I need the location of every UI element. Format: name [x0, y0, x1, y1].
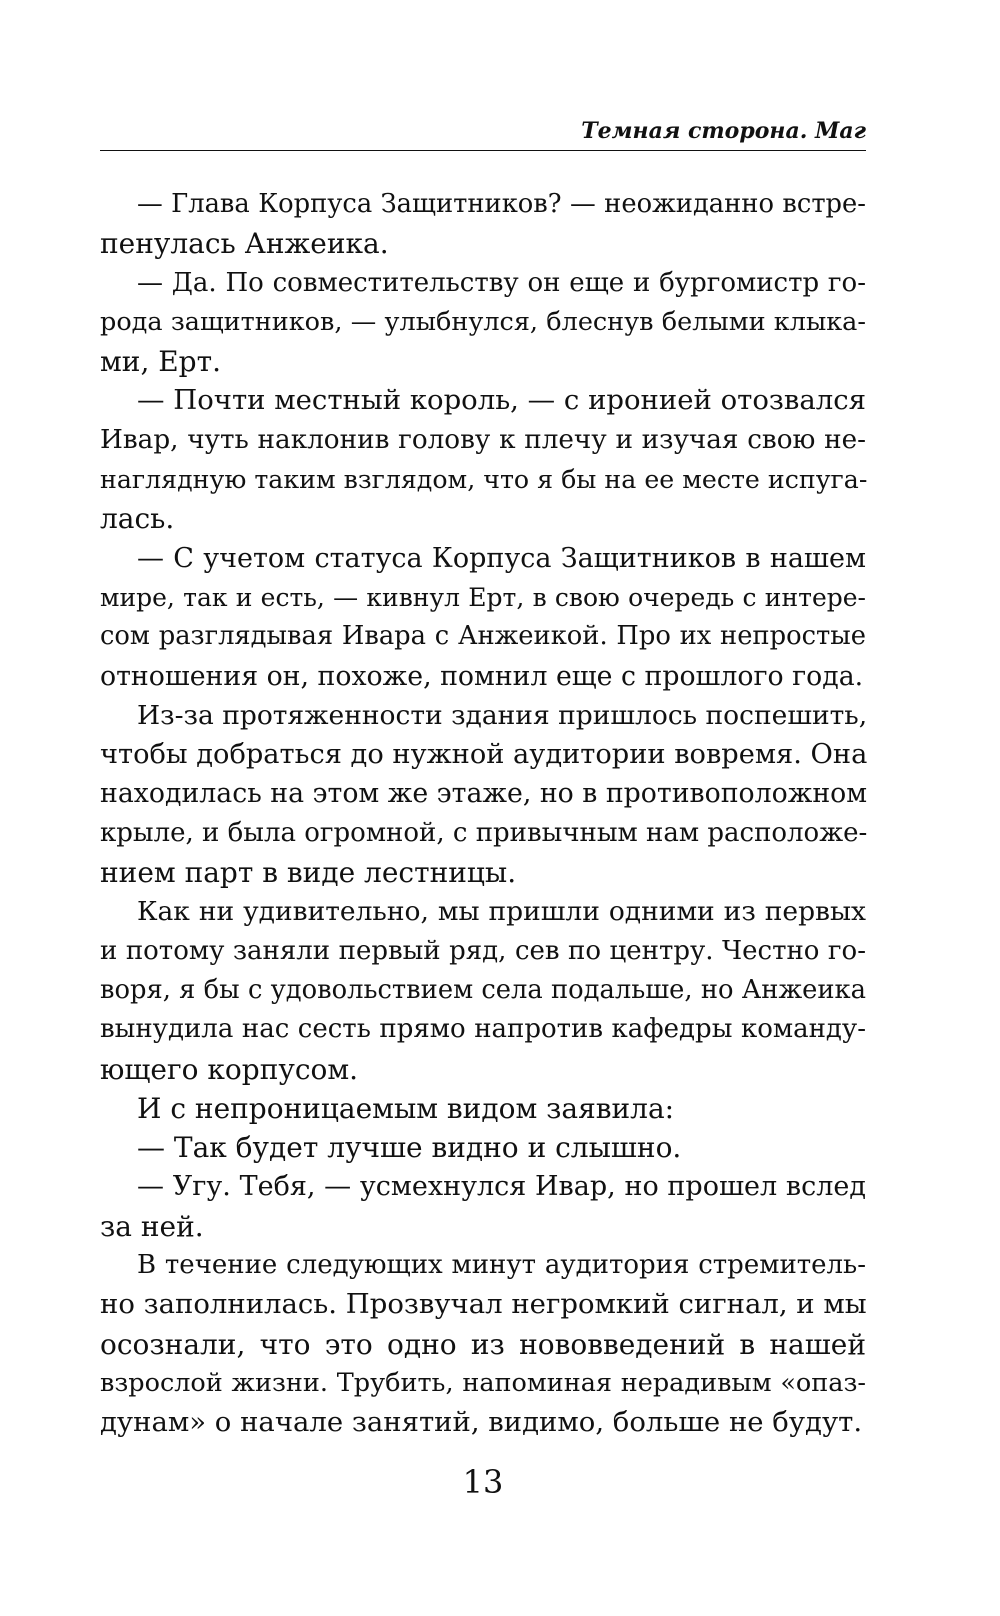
page-number: 13	[462, 1463, 504, 1501]
text-line: чтобы добраться до нужной аудитории вовремя. Она	[100, 739, 868, 771]
text-line: ющего корпусом.	[100, 1052, 359, 1086]
header-rule	[100, 150, 866, 151]
text-line: взрослой жизни. Трубить, напоминая нерадивым «опаз-	[100, 1367, 866, 1398]
text-line: но заполнилась. Прозвучал негромкий сигнал, и мы	[100, 1288, 867, 1321]
text-line: мире, так и есть, — кивнул Ерт, в свою очередь с интере-	[100, 582, 866, 612]
text-line: Ивар, чуть наклонив голову к плечу и изучая свою не-	[100, 424, 866, 455]
text-line: ми, Ерт.	[100, 345, 221, 379]
text-line: нием парт в виде лестницы.	[100, 856, 517, 890]
text-line: лась.	[100, 502, 175, 536]
text-line: находилась на этом же этаже, но в противоположном	[100, 778, 868, 810]
text-line: — Угу. Тебя, — усмехнулся Ивар, но прошел вслед	[137, 1171, 866, 1203]
text-line: за ней.	[100, 1209, 204, 1243]
text-line: И с непроницаемым видом заявила:	[137, 1091, 675, 1125]
text-line: крыле, и была огромной, с привычным нам расположе-	[100, 817, 868, 848]
text-line: — Так будет лучше видно и слышно.	[137, 1131, 682, 1165]
text-line: — Почти местный король, — с иронией отозвался	[137, 384, 866, 417]
text-line: и потому заняли первый ряд, сев по центру. Честно го-	[100, 935, 866, 966]
text-line: пенулась Анжеика.	[100, 227, 389, 261]
text-line: — Да. По совместительству он еще и бургомистр го-	[137, 267, 866, 298]
running-title: Темная сторона. Маг	[581, 118, 866, 144]
text-line: вынудила нас сесть прямо напротив кафедры команду-	[100, 1014, 866, 1045]
text-line: — Глава Корпуса Защитников? — неожиданно встре-	[137, 189, 866, 219]
text-line: отношения он, похоже, помнил еще с прошлого года.	[100, 660, 864, 692]
body-text	[100, 185, 866, 1443]
text-line: Из-за протяженности здания пришлось поспешить,	[137, 699, 868, 731]
text-line: осознали, что это одно из нововведений в нашей	[100, 1327, 866, 1361]
text-line: рода защитников, — улыбнулся, блеснув белыми клыка-	[100, 306, 866, 337]
text-line: — С учетом статуса Корпуса Защитников в нашем	[137, 542, 866, 574]
text-line: воря, я бы с удовольствием села подальше, но Анжеика	[100, 974, 866, 1005]
text-line: Как ни удивительно, мы пришли одними из первых	[137, 896, 866, 928]
text-line: дунам» о начале занятий, видимо, больше не будут.	[100, 1406, 863, 1439]
text-line: наглядную таким взглядом, что я бы на ее месте испуга-	[100, 465, 868, 495]
text-line: сом разглядывая Ивара с Анжеикой. Про их непростые	[100, 621, 866, 652]
text-line: В течение следующих минут аудитория стремитель-	[137, 1250, 866, 1281]
